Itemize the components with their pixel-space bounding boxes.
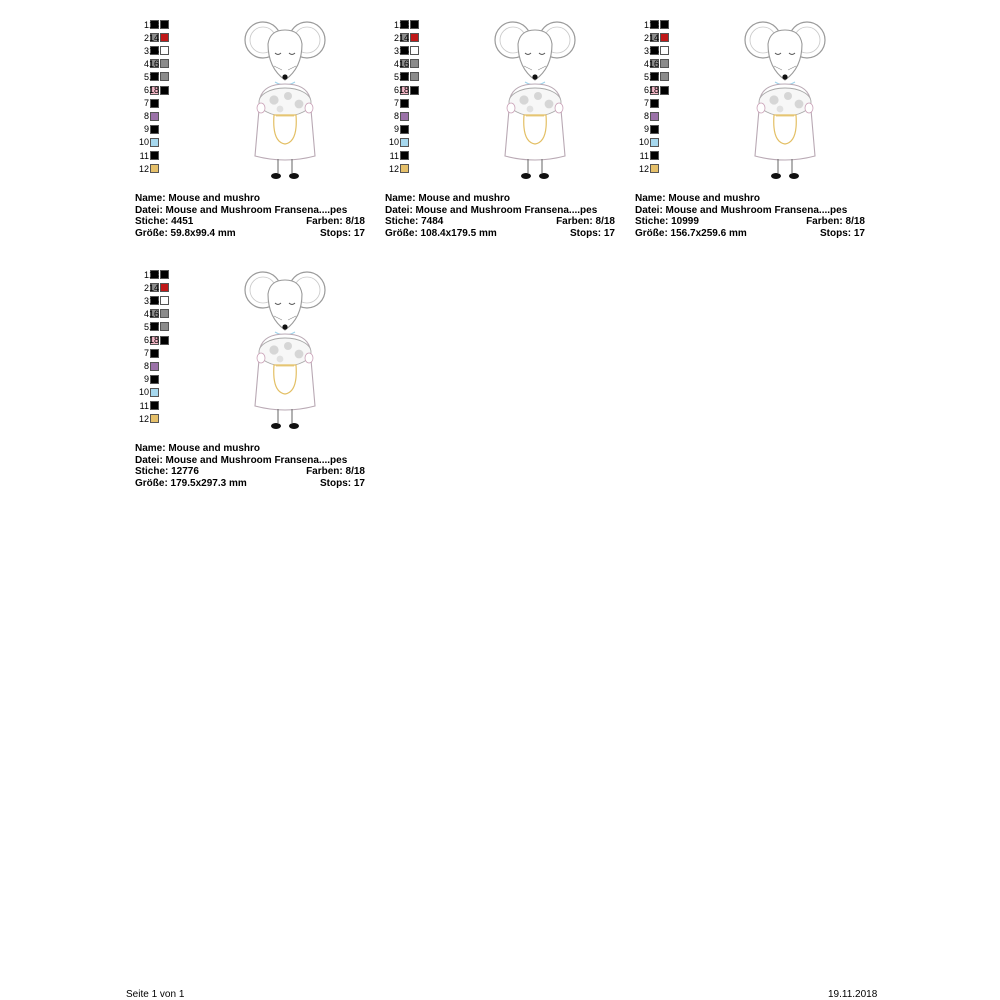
color-swatch: [400, 138, 409, 147]
palette-swatch: [645, 57, 669, 70]
swatch-number: 18: [148, 85, 159, 95]
design-name: Name: Mouse and mushro: [135, 443, 261, 454]
swatch-number: 4: [143, 58, 149, 69]
swatch-number: 11: [139, 400, 149, 411]
swatch-number: 11: [139, 150, 149, 161]
palette-swatch: [145, 334, 169, 347]
page-footer-left: Seite 1 von 1: [126, 989, 185, 1000]
swatch-number: 6: [143, 85, 149, 95]
color-swatch: [150, 401, 159, 410]
design-info: [135, 443, 365, 489]
palette-swatch: [635, 123, 659, 136]
swatch-number: 8: [143, 111, 149, 122]
design-stops: Stops: 17: [319, 227, 365, 239]
swatch-number: 4: [393, 58, 399, 69]
swatch-number: 15: [648, 45, 659, 56]
swatch-number: 7: [143, 348, 149, 359]
palette-swatch: [135, 386, 159, 399]
swatch-number: 5: [393, 71, 399, 82]
design-file: Datei: Mouse and Mushroom Fransena....pes: [635, 204, 848, 216]
swatch-number: 12: [388, 163, 399, 174]
palette-swatch: [135, 347, 159, 360]
color-swatch: [650, 99, 659, 108]
color-swatch: [160, 309, 169, 318]
color-swatch: [400, 164, 409, 173]
swatch-number: 12: [138, 163, 149, 174]
color-swatch: [150, 164, 159, 173]
mouse-mushroom-embroidery-image: [230, 18, 340, 188]
design-stitches: Stiche: 12776: [135, 466, 199, 478]
color-swatch: [150, 375, 159, 384]
design-size: Größe: 156.7x259.6 mm: [635, 227, 747, 239]
color-swatch: [660, 20, 669, 29]
palette-swatch: [635, 110, 659, 123]
color-swatch: [410, 72, 419, 81]
palette-swatch: [385, 123, 409, 136]
palette-swatch: [145, 281, 169, 294]
swatch-number: 12: [138, 413, 149, 424]
swatch-number: 10: [638, 137, 649, 148]
color-swatch: [160, 20, 169, 29]
swatch-number: 2: [393, 32, 399, 43]
palette-swatch: [385, 162, 409, 175]
color-swatch: [660, 33, 669, 42]
color-swatch: [400, 99, 409, 108]
palette-swatch: [145, 57, 169, 70]
swatch-number: 14: [148, 32, 159, 43]
swatch-number: 10: [138, 137, 149, 148]
mouse-mushroom-embroidery-image: [730, 18, 840, 188]
design-colors: Farben: 8/18: [556, 216, 615, 228]
palette-swatch: [635, 136, 659, 149]
color-swatch: [650, 112, 659, 121]
color-swatch: [160, 322, 169, 331]
swatch-number: 5: [143, 321, 149, 332]
color-swatch: [410, 20, 419, 29]
palette-swatch: [145, 18, 169, 31]
swatch-number: 10: [138, 387, 149, 398]
design-stops: Stops: 17: [319, 477, 365, 489]
palette-swatch: [395, 70, 419, 83]
color-swatch: [400, 112, 409, 121]
design-stitches: Stiche: 4451: [135, 216, 194, 228]
design-stitches: Stiche: 10999: [635, 216, 699, 228]
design-file: Datei: Mouse and Mushroom Fransena....pes: [135, 454, 348, 466]
design-size: Größe: 179.5x297.3 mm: [135, 477, 247, 489]
color-swatch: [660, 86, 669, 95]
color-swatch: [160, 336, 169, 345]
color-swatch: [160, 59, 169, 68]
palette-swatch: [635, 162, 659, 175]
design-info: [635, 193, 865, 239]
swatch-number: 17: [148, 71, 159, 82]
color-swatch: [150, 414, 159, 423]
page-footer-date: 19.11.2018: [828, 989, 878, 1000]
palette-swatch: [135, 162, 159, 175]
design-name: Name: Mouse and mushro: [135, 193, 261, 204]
design-name: Name: Mouse and mushro: [635, 193, 761, 204]
swatch-number: 2: [143, 282, 149, 293]
color-swatch: [410, 33, 419, 42]
swatch-number: 3: [393, 45, 399, 56]
swatch-number: 13: [148, 269, 159, 280]
mouse-mushroom-embroidery-image: [230, 268, 340, 438]
palette-swatch: [385, 149, 409, 162]
color-swatch: [150, 125, 159, 134]
color-swatch: [660, 72, 669, 81]
design-stops: Stops: 17: [569, 227, 615, 239]
design-colors: Farben: 8/18: [306, 216, 365, 228]
swatch-number: 18: [398, 85, 409, 95]
color-swatch: [160, 296, 169, 305]
color-swatch: [660, 59, 669, 68]
swatch-number: 4: [143, 308, 149, 319]
swatch-number: 8: [643, 111, 649, 122]
palette-swatch: [645, 44, 669, 57]
design-stops: Stops: 17: [819, 227, 865, 239]
swatch-number: 16: [648, 58, 659, 69]
swatch-number: 8: [393, 111, 399, 122]
palette-swatch: [135, 123, 159, 136]
color-swatch: [160, 270, 169, 279]
palette-swatch: [395, 57, 419, 70]
swatch-number: 16: [148, 308, 159, 319]
swatch-number: 7: [393, 98, 399, 109]
swatch-number: 14: [398, 32, 409, 43]
color-swatch: [150, 151, 159, 160]
palette-swatch: [385, 97, 409, 110]
swatch-number: 6: [143, 335, 149, 345]
palette-swatch: [135, 97, 159, 110]
palette-swatch: [135, 399, 159, 412]
palette-swatch: [135, 110, 159, 123]
palette-swatch: [135, 412, 159, 425]
swatch-number: 12: [638, 163, 649, 174]
color-swatch: [400, 125, 409, 134]
swatch-number: 13: [648, 19, 659, 30]
swatch-number: 3: [143, 295, 149, 306]
swatch-number: 9: [393, 124, 399, 135]
color-swatch: [650, 151, 659, 160]
palette-swatch: [135, 373, 159, 386]
color-swatch: [410, 86, 419, 95]
swatch-number: 9: [643, 124, 649, 135]
palette-swatch: [145, 70, 169, 83]
palette-swatch: [395, 18, 419, 31]
swatch-number: 3: [143, 45, 149, 56]
swatch-number: 10: [388, 137, 399, 148]
swatch-number: 11: [639, 150, 649, 161]
swatch-number: 2: [643, 32, 649, 43]
design-card: [635, 18, 870, 258]
design-colors: Farben: 8/18: [306, 466, 365, 478]
design-size: Größe: 108.4x179.5 mm: [385, 227, 497, 239]
swatch-number: 2: [143, 32, 149, 43]
color-swatch: [150, 99, 159, 108]
color-swatch: [150, 349, 159, 358]
palette-swatch: [645, 31, 669, 44]
design-info: [135, 193, 365, 239]
swatch-number: 6: [393, 85, 399, 95]
palette-swatch: [385, 110, 409, 123]
swatch-number: 11: [389, 150, 399, 161]
swatch-number: 18: [148, 335, 159, 345]
swatch-number: 3: [643, 45, 649, 56]
design-stitches: Stiche: 7484: [385, 216, 444, 228]
color-swatch: [160, 46, 169, 55]
swatch-number: 5: [643, 71, 649, 82]
swatch-number: 7: [643, 98, 649, 109]
palette-swatch: [135, 149, 159, 162]
swatch-number: 5: [143, 71, 149, 82]
swatch-number: 15: [148, 295, 159, 306]
palette-swatch: [145, 44, 169, 57]
swatch-number: 16: [148, 58, 159, 69]
color-swatch: [660, 46, 669, 55]
color-swatch: [160, 283, 169, 292]
palette-swatch: [135, 136, 159, 149]
color-swatch: [400, 151, 409, 160]
swatch-number: 15: [398, 45, 409, 56]
color-swatch: [160, 72, 169, 81]
palette-swatch: [385, 136, 409, 149]
palette-swatch: [145, 294, 169, 307]
color-swatch: [160, 33, 169, 42]
palette-swatch: [145, 268, 169, 281]
swatch-number: 1: [143, 19, 149, 30]
color-swatch: [150, 362, 159, 371]
design-name: Name: Mouse and mushro: [385, 193, 511, 204]
swatch-number: 13: [148, 19, 159, 30]
swatch-number: 13: [398, 19, 409, 30]
color-swatch: [410, 46, 419, 55]
color-swatch: [410, 59, 419, 68]
swatch-number: 4: [643, 58, 649, 69]
swatch-number: 9: [143, 124, 149, 135]
design-colors: Farben: 8/18: [806, 216, 865, 228]
palette-swatch: [145, 307, 169, 320]
swatch-number: 6: [643, 85, 649, 95]
palette-swatch: [645, 70, 669, 83]
color-swatch: [650, 164, 659, 173]
design-size: Größe: 59.8x99.4 mm: [135, 227, 236, 239]
swatch-number: 14: [148, 282, 159, 293]
palette-swatch: [395, 31, 419, 44]
swatch-number: 8: [143, 361, 149, 372]
color-swatch: [150, 112, 159, 121]
palette-swatch: [635, 97, 659, 110]
swatch-number: 18: [648, 85, 659, 95]
color-swatch: [160, 86, 169, 95]
swatch-number: 17: [148, 321, 159, 332]
palette-swatch: [645, 18, 669, 31]
swatch-number: 17: [398, 71, 409, 82]
swatch-number: 14: [648, 32, 659, 43]
swatch-number: 17: [648, 71, 659, 82]
swatch-number: 1: [643, 19, 649, 30]
color-swatch: [150, 138, 159, 147]
palette-swatch: [145, 84, 169, 97]
swatch-number: 1: [393, 19, 399, 30]
palette-swatch: [135, 360, 159, 373]
palette-swatch: [635, 149, 659, 162]
palette-swatch: [645, 84, 669, 97]
swatch-number: 15: [148, 45, 159, 56]
design-card: [135, 18, 370, 258]
palette-swatch: [395, 84, 419, 97]
color-swatch: [150, 388, 159, 397]
swatch-number: 9: [143, 374, 149, 385]
design-file: Datei: Mouse and Mushroom Fransena....pes: [135, 204, 348, 216]
swatch-number: 7: [143, 98, 149, 109]
design-card: [385, 18, 620, 258]
palette-swatch: [145, 31, 169, 44]
swatch-number: 16: [398, 58, 409, 69]
mouse-mushroom-embroidery-image: [480, 18, 590, 188]
design-card: [135, 268, 370, 508]
swatch-number: 1: [143, 269, 149, 280]
color-swatch: [650, 125, 659, 134]
palette-swatch: [395, 44, 419, 57]
design-info: [385, 193, 615, 239]
color-swatch: [650, 138, 659, 147]
design-file: Datei: Mouse and Mushroom Fransena....pes: [385, 204, 598, 216]
palette-swatch: [145, 320, 169, 333]
